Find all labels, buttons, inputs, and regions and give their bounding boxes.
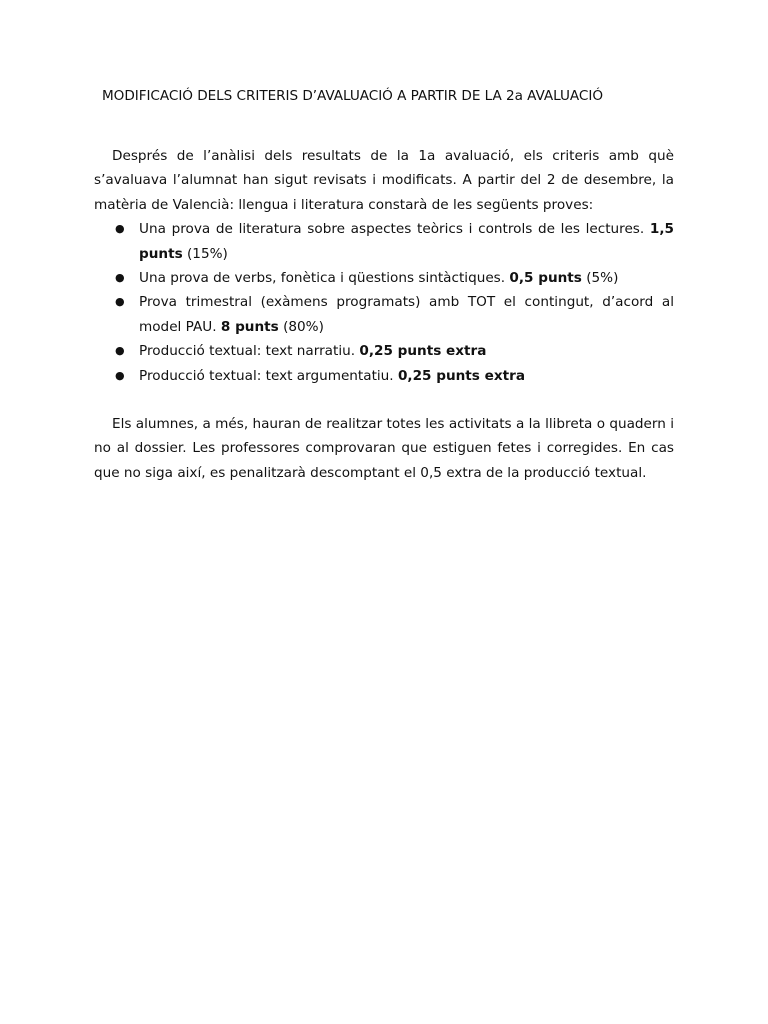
item-points: 1,5 punts (139, 221, 674, 262)
bullet-icon: ● (115, 344, 125, 358)
criteria-list (94, 217, 674, 388)
item-percent: (80%) (278, 318, 324, 335)
item-text: Prova trimestral (exàmens programats) amb TOT el contingut, d’acord al model PAU. (139, 294, 674, 335)
item-points: 0,25 punts extra (359, 343, 487, 360)
closing-paragraph: Els alumnes, a més, hauran de realitzar totes les activitats a la llibreta o quadern i no al dossier. Les professores comprovaran que estiguen fetes i corregides. En cas que no siga així, es penalitzarà descomptant el 0,5 extra de la producció textual. (94, 416, 674, 481)
item-text: Una prova de verbs, fonètica i qüestions sintàctiques. (139, 270, 510, 287)
bullet-icon: ● (115, 295, 125, 309)
item-text: Producció textual: text argumentatiu. (139, 367, 398, 384)
document-title: MODIFICACIÓ DELS CRITERIS D’AVALUACIÓ A PARTIR DE LA 2a AVALUACIÓ (102, 88, 603, 104)
list-item (115, 339, 674, 363)
item-percent: (15%) (182, 245, 228, 262)
item-points: 0,25 punts extra (397, 367, 525, 384)
intro-paragraph: Després de l’anàlisi dels resultats de la 1a avaluació, els criteris amb què s’avaluava l’alumnat han sigut revisats i modificats. A partir del 2 de desembre, la matèria de Valencià: llengua i literatura constarà de les següents proves: (94, 148, 674, 213)
list-item (115, 364, 674, 388)
list-item (115, 266, 674, 290)
item-text: Una prova de literatura sobre aspectes teòrics i controls de les lectures. (139, 221, 650, 238)
list-item (115, 290, 674, 339)
bullet-icon: ● (115, 368, 125, 382)
item-points: 8 punts (220, 318, 279, 335)
item-points: 0,5 punts (509, 270, 582, 287)
item-text: Producció textual: text narratiu. (139, 343, 360, 360)
bullet-icon: ● (115, 222, 125, 236)
list-item (115, 217, 674, 266)
bullet-icon: ● (115, 271, 125, 285)
item-percent: (5%) (581, 270, 619, 287)
